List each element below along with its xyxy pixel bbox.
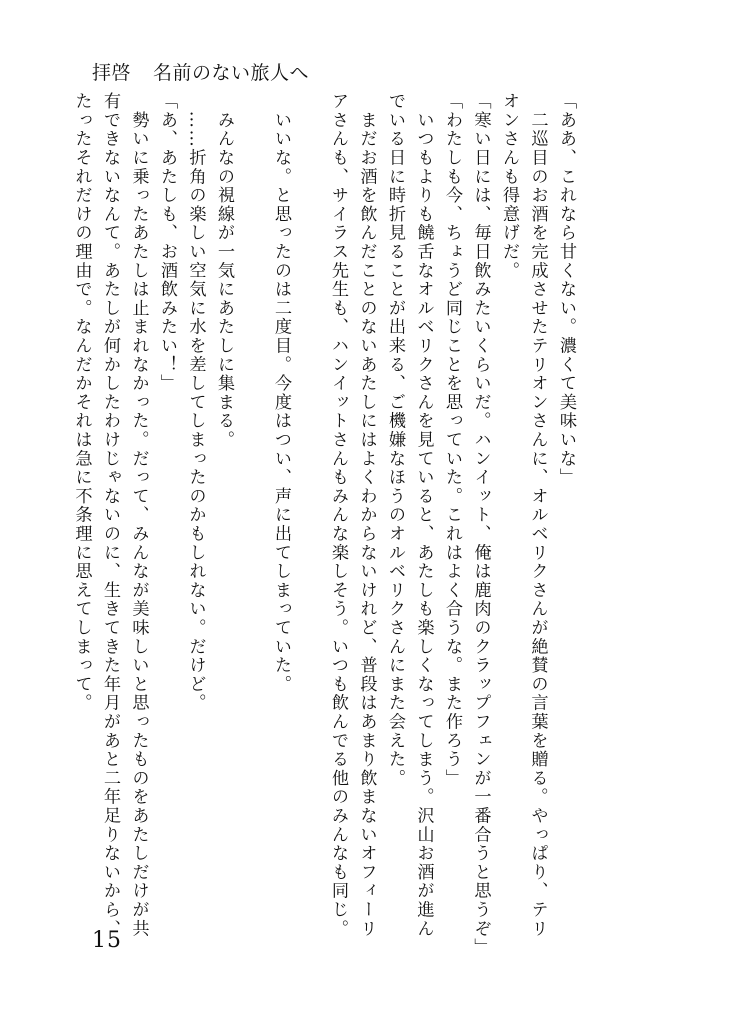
- chapter-label: 拝啓: [92, 62, 132, 84]
- text-line: いつもよりも饒舌なオルベリクさんを見ていると、あたしも楽しくなってしまう。沢山お酒が進ん: [413, 92, 434, 938]
- text-line: 「寒い日には、毎日飲みたいくらいだ。ハンイット、俺は鹿肉のクラップフェンが一番合うと思うぞ」: [470, 92, 491, 957]
- text-line: いいな。と思ったのは二度目。今度はつい、声に出てしまっていた。: [271, 92, 291, 694]
- text-line: 「ああ、これなら甘くない。濃くて美味いな」: [556, 92, 576, 487]
- text-line: たったそれだけの理由で。なんだかそれは急に不条理に思えてしまって。: [71, 92, 92, 713]
- text-line: 勢いに乗ったあたしは止まれなかった。だって、みんなが美味しいと思ったものをあたしだけが共: [128, 92, 149, 938]
- chapter-title: 名前のない旅人へ: [153, 62, 310, 84]
- text-line: ……折角の楽しい空気に水を差してしまったのかもしれない。だけど。: [185, 92, 206, 713]
- text-line: でいる日に時折見ることが出来る、ご機嫌なほうのオルベリクさんにまた会えた。: [385, 92, 405, 788]
- text-line: アさんも、サイラス先生も、ハンイットさんもみんな楽しそう。いつも飲んでる他のみんなも同じ。: [328, 92, 348, 938]
- blank-line: [295, 92, 324, 892]
- text-line: みんなの視線が一気にあたしに集まる。: [214, 92, 234, 450]
- text-line: 「あ、あたしも、お酒飲みたい！」: [157, 92, 177, 393]
- text-line: オンさんも得意げだ。: [499, 92, 519, 280]
- text-line: まだお酒を飲んだことのないあたしにはよくわからないけれど、普段はあまり飲まないオフィーリ: [356, 92, 377, 938]
- text-line: 「わたしも今、ちょうど同じことを思っていた。これはよく合うな。また作ろう」: [442, 92, 462, 788]
- blank-line: [238, 92, 267, 892]
- text-line: 有できないなんて。あたしが何かしたわけじゃないのに、生きてきた年月があと二年足りないから、: [100, 92, 120, 938]
- text-line: 二巡目のお酒を完成させたテリオンさんに、オルベリクさんが絶賛の言葉を贈る。やっぱり、テリ: [527, 92, 548, 938]
- page-number: 15: [92, 928, 122, 953]
- running-head: [92, 58, 309, 85]
